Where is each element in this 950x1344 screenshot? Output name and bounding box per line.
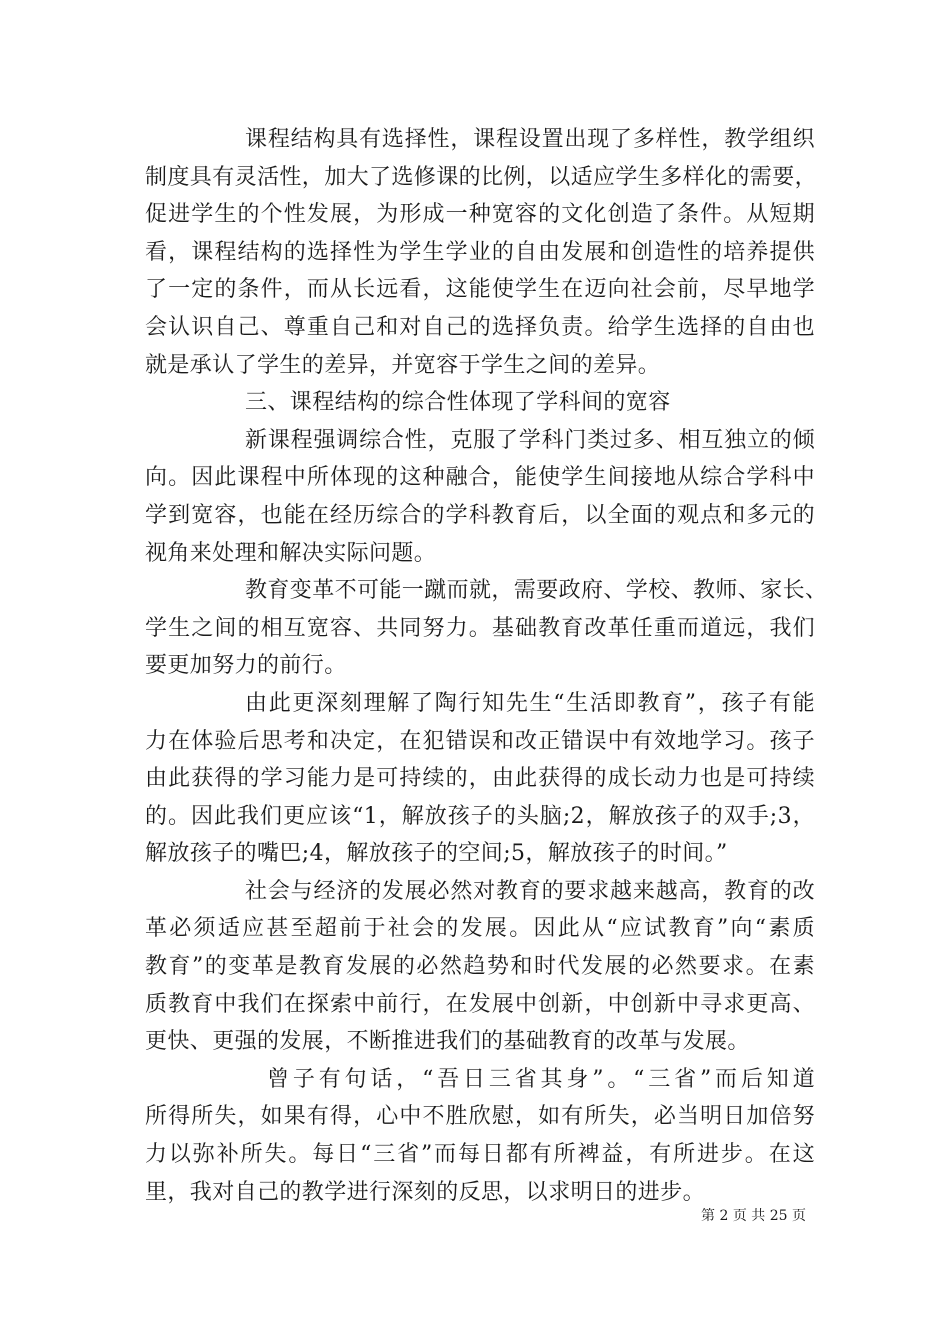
text-line: 的。因此我们更应该“1，解放孩子的头脑;2，解放孩子的双手;3，: [145, 803, 815, 829]
text-line: 由此更深刻理解了陶行知先生“生活即教育”，孩子有能: [245, 690, 815, 716]
text-line: 教育变革不可能一蹴而就，需要政府、学校、教师、家长、: [245, 578, 828, 604]
text-line: 力以弥补所失。每日“三省”而每日都有所裨益，有所进步。在这: [145, 1142, 815, 1168]
paragraph: [145, 873, 815, 1061]
text-line: 质教育中我们在探索中前行，在发展中创新，中创新中寻求更高、: [145, 991, 815, 1017]
paragraph: [145, 572, 828, 685]
paragraph: [145, 384, 815, 422]
text-line: 课程结构具有选择性，课程设置出现了多样性，教学组织: [245, 127, 815, 152]
text-line: 革必须适应甚至超前于社会的发展。因此从“应试教育”向“素质: [145, 916, 815, 942]
text-line: 向。因此课程中所体现的这种融合，能使学生间接地从综合学科中: [145, 465, 815, 491]
text-line: 里，我对自己的教学进行深刻的反思，以求明日的进步。: [145, 1179, 706, 1205]
text-line: 制度具有灵活性，加大了选修课的比例，以适应学生多样化的需要，: [145, 164, 818, 190]
paragraph: [145, 685, 815, 873]
paragraph: [145, 121, 818, 384]
document-body: [145, 121, 828, 1211]
text-line: 三、课程结构的综合性体现了学科间的宽容: [245, 390, 671, 416]
text-line: 曾子有句话，“吾日三省其身”。“三省”而后知道: [267, 1066, 815, 1092]
text-line: 解放孩子的嘴巴;4，解放孩子的空间;5，解放孩子的时间。”: [145, 841, 728, 867]
text-line: 学到宽容，也能在经历综合的学科教育后，以全面的观点和多元的: [145, 502, 815, 528]
text-line: 更快、更强的发展，不断推进我们的基础教育的改革与发展。: [145, 1029, 750, 1055]
text-line: 要更加努力的前行。: [145, 653, 347, 679]
paragraph: [145, 1061, 815, 1211]
paragraph: [145, 422, 815, 572]
text-line: 就是承认了学生的差异，并宽容于学生之间的差异。: [145, 352, 661, 378]
text-line: 力在体验后思考和决定，在犯错误和改正错误中有效地学习。孩子: [145, 728, 815, 754]
text-line: 学生之间的相互宽容、共同努力。基础教育改革任重而道远，我们: [145, 615, 815, 641]
text-line: 教育”的变革是教育发展的必然趋势和时代发展的必然要求。在素: [145, 954, 815, 980]
text-line: 促进学生的个性发展，为形成一种宽容的文化创造了条件。从短期: [145, 202, 815, 228]
text-line: 社会与经济的发展必然对教育的要求越来越高，教育的改: [245, 878, 815, 904]
page-footer: 第 2 页 共 25 页: [701, 1208, 806, 1224]
text-line: 所得所失，如果有得，心中不胜欣慰，如有所失，必当明日加倍努: [145, 1104, 815, 1130]
text-line: 视角来处理和解决实际问题。: [145, 540, 437, 566]
text-line: 会认识自己、尊重自己和对自己的选择负责。给学生选择的自由也: [145, 314, 815, 340]
text-line: 新课程强调综合性，克服了学科门类过多、相互独立的倾: [245, 427, 815, 453]
text-line: 由此获得的学习能力是可持续的，由此获得的成长动力也是可持续: [145, 766, 815, 792]
text-line: 看，课程结构的选择性为学生学业的自由发展和创造性的培养提供: [145, 239, 815, 265]
text-line: 了一定的条件，而从长远看，这能使学生在迈向社会前，尽早地学: [145, 277, 815, 303]
